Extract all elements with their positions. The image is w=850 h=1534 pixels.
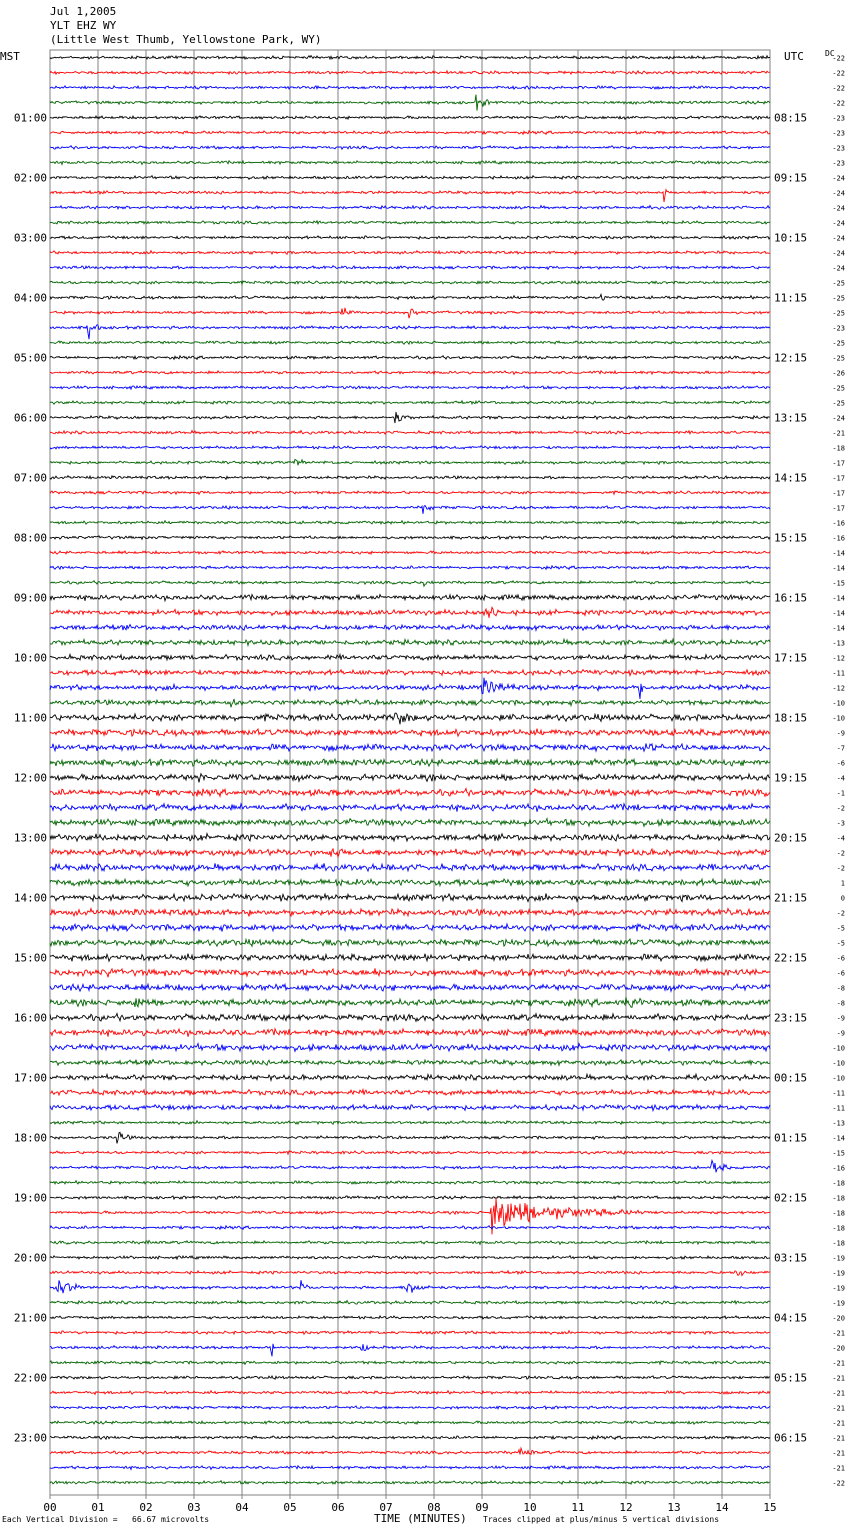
mst-time-label: 23:00 <box>13 1431 47 1445</box>
trace-line <box>50 1271 770 1276</box>
dc-offset-label: -10 <box>832 1074 845 1083</box>
trace-line <box>50 1466 770 1470</box>
trace-line <box>50 1448 770 1454</box>
dc-offset-label: -25 <box>832 279 845 288</box>
trace-line <box>50 1074 770 1080</box>
trace-line <box>50 308 770 318</box>
utc-time-label: 16:15 <box>774 591 808 605</box>
dc-offset-label: -14 <box>832 609 845 618</box>
station-label: YLT EHZ WY <box>50 19 117 32</box>
dc-offset-label: -3 <box>836 819 845 828</box>
date-label: Jul 1,2005 <box>50 5 117 18</box>
trace-line <box>50 431 770 435</box>
dc-offset-label: -24 <box>832 174 845 183</box>
mst-time-label: 20:00 <box>13 1251 47 1265</box>
utc-time-label: 19:15 <box>774 771 808 785</box>
dc-offset-label: -17 <box>832 459 845 468</box>
utc-time-label: 15:15 <box>774 531 808 545</box>
utc-time-label: 09:15 <box>774 171 808 185</box>
utc-time-label: 01:15 <box>774 1131 808 1145</box>
clip-note: Traces clipped at plus/minus 5 vertical divisions <box>483 1515 720 1524</box>
dc-offset-label: -14 <box>832 594 845 603</box>
trace-line <box>50 1436 770 1440</box>
dc-offset-label: -11 <box>832 1089 845 1098</box>
x-tick-label: 08 <box>427 1501 441 1514</box>
utc-time-label: 06:15 <box>774 1431 808 1445</box>
dc-offset-label: -18 <box>832 1224 845 1233</box>
trace-line <box>50 909 770 917</box>
trace-line <box>50 997 770 1007</box>
dc-offset-label: -21 <box>832 1404 845 1413</box>
dc-offset-label: -21 <box>832 1359 845 1368</box>
dc-offset-label: -25 <box>832 354 845 363</box>
trace-line <box>50 581 770 587</box>
trace-line <box>50 939 770 946</box>
dc-offset-label: -24 <box>832 264 845 273</box>
dc-offset-label: -25 <box>832 384 845 393</box>
dc-offset-label: -22 <box>832 69 845 78</box>
dc-offset-label: -23 <box>832 114 845 123</box>
trace-line <box>50 670 770 676</box>
dc-offset-label: -14 <box>832 549 845 558</box>
dc-offset-label: -21 <box>832 429 845 438</box>
trace-line <box>50 190 770 202</box>
trace-line <box>50 176 770 180</box>
trace-line <box>50 401 770 404</box>
dc-offset-label: -17 <box>832 489 845 498</box>
trace-line <box>50 1121 770 1125</box>
dc-offset-label: -8 <box>836 999 845 1008</box>
dc-offset-label: -25 <box>832 399 845 408</box>
dc-offset-label: -10 <box>832 714 845 723</box>
mst-time-label: 13:00 <box>13 831 47 845</box>
x-tick-label: 01 <box>91 1501 105 1514</box>
trace-line <box>50 71 770 74</box>
x-tick-label: 07 <box>379 1501 393 1514</box>
x-tick-label: 11 <box>571 1501 585 1514</box>
trace-line <box>50 819 770 827</box>
x-tick-label: 05 <box>283 1501 297 1514</box>
trace-line <box>50 894 770 902</box>
trace-line <box>50 1151 770 1154</box>
dc-offset-label: -8 <box>836 984 845 993</box>
dc-offset-label: -9 <box>836 1014 845 1023</box>
trace-line <box>50 744 770 752</box>
vertical-division-note: Each Vertical Division = 66.67 microvolts <box>2 1515 210 1524</box>
dc-offset-label: -21 <box>832 1374 845 1383</box>
dc-offset-label: -10 <box>832 699 845 708</box>
trace-line <box>50 446 770 449</box>
trace-line <box>50 804 770 812</box>
dc-offset-label: -16 <box>832 534 845 543</box>
dc-offset-label: -19 <box>832 1299 845 1308</box>
trace-line <box>50 491 770 494</box>
trace-line <box>50 1421 770 1424</box>
utc-time-label: 17:15 <box>774 651 808 665</box>
trace-line <box>50 1029 770 1037</box>
trace-line <box>50 849 770 857</box>
dc-offset-label: -23 <box>832 324 845 333</box>
utc-time-label: 21:15 <box>774 891 808 905</box>
dc-offset-label: -12 <box>832 684 845 693</box>
dc-offset-label: -21 <box>832 1449 845 1458</box>
trace-line <box>50 131 770 135</box>
dc-offset-label: -17 <box>832 474 845 483</box>
trace-line <box>50 678 770 699</box>
mst-time-label: 17:00 <box>13 1071 47 1085</box>
dc-offset-label: -21 <box>832 1464 845 1473</box>
utc-time-label: 18:15 <box>774 711 808 725</box>
trace-line <box>50 266 770 270</box>
mst-time-label: 18:00 <box>13 1131 47 1145</box>
x-axis-title: TIME (MINUTES) <box>374 1512 467 1525</box>
trace-line <box>50 566 770 570</box>
trace-line <box>50 595 770 601</box>
trace-line <box>50 1089 770 1095</box>
dc-offset-label: -23 <box>832 144 845 153</box>
trace-line <box>50 879 770 886</box>
dc-offset-label: -14 <box>832 564 845 573</box>
trace-line <box>50 251 770 255</box>
trace-line <box>50 1105 770 1111</box>
dc-offset-label: -13 <box>832 639 845 648</box>
dc-offset-label: -15 <box>832 579 845 588</box>
dc-offset-label: -5 <box>836 924 845 933</box>
dc-offset-label: -19 <box>832 1284 845 1293</box>
utc-time-label: 13:15 <box>774 411 808 425</box>
dc-offset-label: -23 <box>832 159 845 168</box>
dc-label: DC <box>825 49 835 58</box>
trace-line <box>50 116 770 119</box>
dc-offset-label: -18 <box>832 1194 845 1203</box>
dc-offset-label: -24 <box>832 219 845 228</box>
trace-line <box>50 789 770 797</box>
dc-offset-label: -24 <box>832 249 845 258</box>
mst-time-label: 08:00 <box>13 531 47 545</box>
dc-offset-label: -11 <box>832 669 845 678</box>
mst-time-label: 14:00 <box>13 891 47 905</box>
trace-line <box>50 1391 770 1395</box>
mst-time-label: 21:00 <box>13 1311 47 1325</box>
trace-line <box>50 924 770 932</box>
trace-line <box>50 1344 770 1357</box>
dc-offset-label: -24 <box>832 204 845 213</box>
x-tick-label: 09 <box>475 1501 489 1514</box>
utc-time-label: 10:15 <box>774 231 808 245</box>
mst-axis-label: MST <box>0 50 20 63</box>
trace-line <box>50 146 770 150</box>
dc-offset-label: -4 <box>836 834 845 843</box>
dc-offset-label: -11 <box>832 1104 845 1113</box>
x-tick-label: 00 <box>43 1501 57 1514</box>
dc-offset-label: -9 <box>836 729 845 738</box>
dc-offset-label: -6 <box>836 969 845 978</box>
dc-offset-label: -18 <box>832 1179 845 1188</box>
trace-line <box>50 1301 770 1305</box>
trace-line <box>50 699 770 707</box>
dc-offset-label: -22 <box>832 54 845 63</box>
trace-line <box>50 1256 770 1260</box>
trace-line <box>50 356 770 360</box>
dc-offset-label: -2 <box>836 909 845 918</box>
dc-offset-label: -5 <box>836 939 845 948</box>
trace-line <box>50 863 770 871</box>
utc-time-label: 05:15 <box>774 1371 808 1385</box>
dc-offset-label: -13 <box>832 1119 845 1128</box>
mst-time-label: 03:00 <box>13 231 47 245</box>
utc-time-label: 03:15 <box>774 1251 808 1265</box>
trace-line <box>50 551 770 554</box>
dc-offset-label: -20 <box>832 1314 845 1323</box>
dc-offset-label: -24 <box>832 414 845 423</box>
utc-time-label: 08:15 <box>774 111 808 125</box>
trace-line <box>50 954 770 962</box>
dc-offset-label: -21 <box>832 1434 845 1443</box>
dc-offset-label: 1 <box>840 879 845 888</box>
dc-offset-label: -25 <box>832 339 845 348</box>
dc-offset-label: -23 <box>832 129 845 138</box>
trace-line <box>50 221 770 224</box>
dc-offset-label: -22 <box>832 1479 845 1488</box>
trace-line <box>50 206 770 210</box>
dc-offset-label: -18 <box>832 444 845 453</box>
mst-time-label: 05:00 <box>13 351 47 365</box>
location-label: (Little West Thumb, Yellowstone Park, WY) <box>50 33 322 46</box>
trace-line <box>50 536 770 539</box>
trace-line <box>50 607 770 618</box>
mst-time-label: 22:00 <box>13 1371 47 1385</box>
dc-offset-label: 0 <box>840 894 845 903</box>
trace-line <box>50 1132 770 1143</box>
mst-time-label: 07:00 <box>13 471 47 485</box>
trace-line <box>50 86 770 89</box>
trace-line <box>50 1361 770 1364</box>
dc-offset-label: -16 <box>832 1164 845 1173</box>
x-tick-label: 14 <box>715 1501 729 1514</box>
dc-offset-label: -21 <box>832 1419 845 1428</box>
trace-line <box>50 639 770 645</box>
dc-offset-label: -14 <box>832 1134 845 1143</box>
trace-line <box>50 1376 770 1379</box>
dc-offset-label: -15 <box>832 1149 845 1158</box>
trace-line <box>50 1181 770 1185</box>
dc-offset-label: -16 <box>832 519 845 528</box>
x-tick-label: 04 <box>235 1501 249 1514</box>
trace-line <box>50 476 770 480</box>
mst-time-label: 12:00 <box>13 771 47 785</box>
trace-line <box>50 1481 770 1485</box>
trace-line <box>50 713 770 724</box>
dc-offset-label: -4 <box>836 774 845 783</box>
dc-offset-label: -18 <box>832 1239 845 1248</box>
trace-line <box>50 325 770 339</box>
dc-offset-label: -7 <box>836 744 845 753</box>
trace-line <box>50 1226 770 1230</box>
trace-line <box>50 654 770 660</box>
trace-line <box>50 1406 770 1409</box>
trace-line <box>50 236 770 240</box>
x-tick-label: 12 <box>619 1501 633 1514</box>
dc-offset-label: -21 <box>832 1389 845 1398</box>
trace-line <box>50 1014 770 1022</box>
trace-line <box>50 1198 770 1234</box>
mst-time-label: 15:00 <box>13 951 47 965</box>
dc-offset-label: -21 <box>832 1329 845 1338</box>
dc-offset-label: -22 <box>832 99 845 108</box>
mst-time-label: 11:00 <box>13 711 47 725</box>
mst-time-label: 09:00 <box>13 591 47 605</box>
dc-offset-label: -24 <box>832 234 845 243</box>
mst-time-label: 16:00 <box>13 1011 47 1025</box>
dc-offset-label: -17 <box>832 504 845 513</box>
trace-line <box>50 968 770 977</box>
trace-line <box>50 459 770 465</box>
trace-line <box>50 984 770 991</box>
trace-line <box>50 1331 770 1335</box>
utc-time-label: 02:15 <box>774 1191 808 1205</box>
utc-time-label: 00:15 <box>774 1071 808 1085</box>
trace-line <box>50 412 770 423</box>
trace-line <box>50 729 770 737</box>
trace-line <box>50 294 770 300</box>
trace-line <box>50 625 770 631</box>
dc-offset-label: -10 <box>832 1044 845 1053</box>
trace-line <box>50 759 770 766</box>
x-tick-label: 15 <box>763 1501 777 1514</box>
utc-time-label: 22:15 <box>774 951 808 965</box>
dc-offset-label: -22 <box>832 84 845 93</box>
trace-line <box>50 1196 770 1199</box>
dc-offset-label: -6 <box>836 759 845 768</box>
trace-line <box>50 1160 770 1172</box>
trace-line <box>50 774 770 783</box>
x-tick-label: 13 <box>667 1501 681 1514</box>
x-tick-label: 03 <box>187 1501 201 1514</box>
mst-time-label: 02:00 <box>13 171 47 185</box>
trace-line <box>50 1060 770 1066</box>
dc-offset-label: -6 <box>836 954 845 963</box>
trace-line <box>50 834 770 841</box>
mst-time-label: 01:00 <box>13 111 47 125</box>
trace-line <box>50 1044 770 1052</box>
dc-offset-label: -25 <box>832 294 845 303</box>
dc-offset-label: -18 <box>832 1209 845 1218</box>
utc-time-label: 12:15 <box>774 351 808 365</box>
dc-offset-label: -10 <box>832 1059 845 1068</box>
dc-offset-label: -2 <box>836 864 845 873</box>
utc-time-label: 14:15 <box>774 471 808 485</box>
trace-line <box>50 521 770 524</box>
trace-line <box>50 1280 770 1293</box>
dc-offset-label: -1 <box>836 789 845 798</box>
trace-line <box>50 1240 770 1244</box>
dc-offset-label: -19 <box>832 1254 845 1263</box>
trace-line <box>50 95 770 111</box>
mst-time-label: 04:00 <box>13 291 47 305</box>
dc-offset-label: -2 <box>836 804 845 813</box>
dc-offset-label: -20 <box>832 1344 845 1353</box>
dc-offset-label: -9 <box>836 1029 845 1038</box>
trace-line <box>50 281 770 284</box>
x-tick-label: 10 <box>523 1501 537 1514</box>
trace-line <box>50 371 770 375</box>
dc-offset-label: -24 <box>832 189 845 198</box>
trace-line <box>50 506 770 514</box>
x-tick-label: 02 <box>139 1501 153 1514</box>
mst-time-label: 06:00 <box>13 411 47 425</box>
trace-line <box>50 1316 770 1319</box>
utc-time-label: 23:15 <box>774 1011 808 1025</box>
trace-line <box>50 161 770 165</box>
utc-time-label: 11:15 <box>774 291 808 305</box>
dc-offset-label: -25 <box>832 309 845 318</box>
trace-line <box>50 56 770 60</box>
trace-line <box>50 386 770 390</box>
dc-offset-label: -26 <box>832 369 845 378</box>
dc-offset-label: -2 <box>836 849 845 858</box>
dc-offset-label: -14 <box>832 624 845 633</box>
utc-time-label: 20:15 <box>774 831 808 845</box>
utc-axis-label: UTC <box>784 50 804 63</box>
utc-time-label: 04:15 <box>774 1311 808 1325</box>
dc-offset-label: -19 <box>832 1269 845 1278</box>
dc-offset-label: -12 <box>832 654 845 663</box>
trace-line <box>50 341 770 344</box>
mst-time-label: 19:00 <box>13 1191 47 1205</box>
mst-time-label: 10:00 <box>13 651 47 665</box>
x-tick-label: 06 <box>331 1501 345 1514</box>
